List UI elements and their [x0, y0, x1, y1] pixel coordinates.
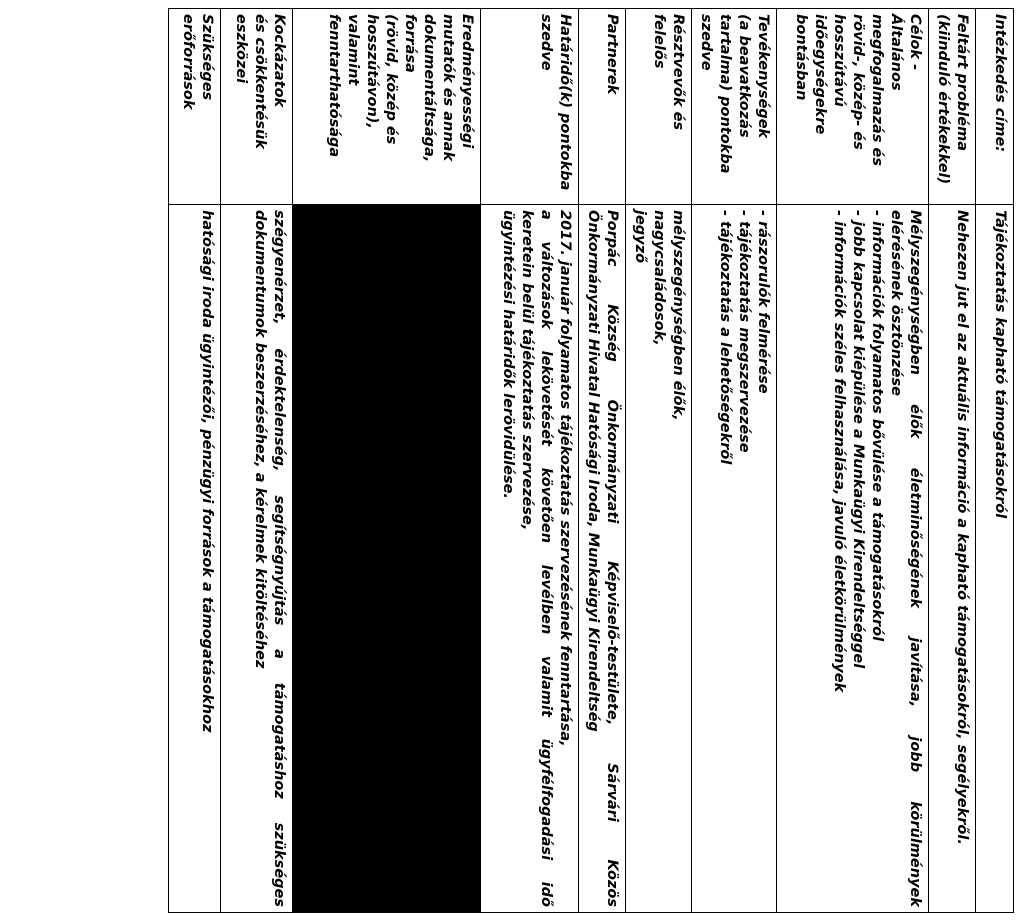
row-value-line: a változások lekövetését követően levélben valamit ügyfélfogadási idő: [538, 210, 554, 907]
row-value-line: mélyszegénységben élők,: [670, 210, 686, 421]
row-value-cell: [929, 205, 976, 913]
row-value-line: - jobb kapcsolat kiépülése a Munkaügyi Kirendeltséggel: [850, 210, 866, 669]
row-value-line: Önkormányzati Hivatal Hatósági Iroda, Munkaügyi Kirendeltség: [585, 210, 601, 732]
row-value-line: keretein belül tájékoztatás szervezése,: [519, 210, 535, 531]
row-label-line: Tevékenységek: [755, 14, 771, 139]
row-label-line: (rövid, közép és: [383, 14, 399, 145]
row-label-line: időegységekre: [812, 14, 828, 135]
row-label-line: Partnerek: [604, 14, 620, 95]
row-label-line: rövid-, közép- és: [850, 14, 866, 150]
table-row: [169, 9, 221, 913]
row-label-cell: [692, 9, 777, 205]
row-label-line: tartalma) pontokba: [717, 14, 733, 174]
row-label-cell: [777, 9, 929, 205]
row-label-line: Feltárt probléma: [954, 14, 970, 151]
table-row: [777, 9, 929, 913]
row-label-line: szedve: [698, 14, 714, 71]
row-value-cell: [777, 205, 929, 913]
row-label-cell: [293, 9, 481, 205]
row-label-line: Eredményességi: [459, 14, 475, 149]
row-label-line: Határidő(k) pontokba: [557, 14, 573, 191]
action-plan-table-body: [169, 9, 1014, 913]
table-row: [293, 9, 481, 913]
row-value-cell: [169, 205, 221, 913]
row-value-line: Porpác Község Önkormányzati Képviselő-testülete, Sárvári Közös: [604, 210, 620, 907]
row-value-line: szégyenérzet, érdektelenség, segítségnyújtás a támogatáshoz szükséges: [271, 210, 287, 907]
row-label-line: valamint: [345, 14, 361, 86]
row-value-line: dokumentumok beszerzéséhez, a kérelmek kitöltéséhez: [252, 210, 268, 669]
row-label-line: Intézkedés címe:: [992, 14, 1008, 153]
row-value-line: nagycsaládosok,: [651, 210, 667, 346]
row-label-cell: [929, 9, 976, 205]
table-row: [481, 9, 579, 913]
table-row: [976, 9, 1014, 913]
row-value-line: jegyző: [632, 210, 648, 264]
row-value-line: Nehezen jut el az aktuális információ a kapható támogatásokról, segélyekről.: [954, 210, 970, 845]
row-value-line: 2017. január folyamatos tájékoztatás szervezésének fenntartása,: [557, 210, 573, 747]
row-value-cell: [976, 205, 1014, 913]
row-value-line: Tájékoztatás kapható támogatásokról: [992, 210, 1008, 519]
table-row: [929, 9, 976, 913]
row-value-cell: [221, 205, 293, 913]
row-label-line: Résztvevők és: [670, 14, 686, 131]
row-label-line: erőforrások: [180, 14, 196, 110]
row-value-line: - információk széles felhasználása, javuló életkörülmények: [831, 210, 847, 693]
row-label-line: Általános: [888, 14, 904, 91]
row-label-line: Szükséges: [199, 14, 215, 101]
row-label-line: dokumentáltsága,: [421, 14, 437, 163]
row-label-line: felelős: [651, 14, 667, 69]
row-label-line: megfogalmazás és: [869, 14, 885, 166]
table-row: [626, 9, 692, 913]
row-label-line: fenntarthatósága: [326, 14, 342, 158]
row-label-line: hosszútávon),: [364, 14, 380, 129]
row-label-cell: [221, 9, 293, 205]
row-label-line: mutatók és annak: [440, 14, 456, 162]
row-label-cell: [169, 9, 221, 205]
row-value-cell: [626, 205, 692, 913]
row-label-line: bontásban: [793, 14, 809, 101]
row-value-cell: [692, 205, 777, 913]
row-value-line: - tájékoztatás a lehetőségekről: [717, 210, 733, 465]
row-label-line: (a beavatkozás: [736, 14, 752, 138]
row-label-line: (kiinduló értékekkel): [935, 14, 951, 185]
row-label-line: eszközei: [233, 14, 249, 84]
row-label-line: forrása: [402, 14, 418, 73]
row-value-cell: [481, 205, 579, 913]
row-label-line: Kockázatok: [271, 14, 287, 108]
row-value-line: ügyintézési határidők lerövidülése.: [500, 210, 516, 499]
row-value-line: - rászorulók felmérése: [755, 210, 771, 394]
row-label-line: szedve: [538, 14, 554, 71]
row-value-cell: [579, 205, 626, 913]
action-plan-table: [168, 8, 1014, 913]
row-label-cell: [579, 9, 626, 205]
row-label-cell: [626, 9, 692, 205]
row-label-line: hosszútávú: [831, 14, 847, 107]
row-value-line: Mélyszegénységben élők életminőségének javítása, jobb körülmények: [907, 210, 923, 907]
row-value-line: - információk folyamatos bővülése a támogatásokról: [869, 210, 885, 642]
table-row: [692, 9, 777, 913]
row-label-cell: [976, 9, 1014, 205]
table-row: [221, 9, 293, 913]
row-value-line: elérésének ösztönzése: [888, 210, 904, 396]
redacted-value-cell: [293, 205, 481, 913]
row-label-line: és csökkentésük: [252, 14, 268, 149]
row-value-line: - tájékoztatás megszervezése: [736, 210, 752, 453]
row-value-line: hatósági iroda ügyintézői, pénzügyi források a támogatásokhoz: [199, 210, 215, 733]
row-label-cell: [481, 9, 579, 205]
table-row: [579, 9, 626, 913]
row-label-line: Célok -: [907, 14, 923, 71]
